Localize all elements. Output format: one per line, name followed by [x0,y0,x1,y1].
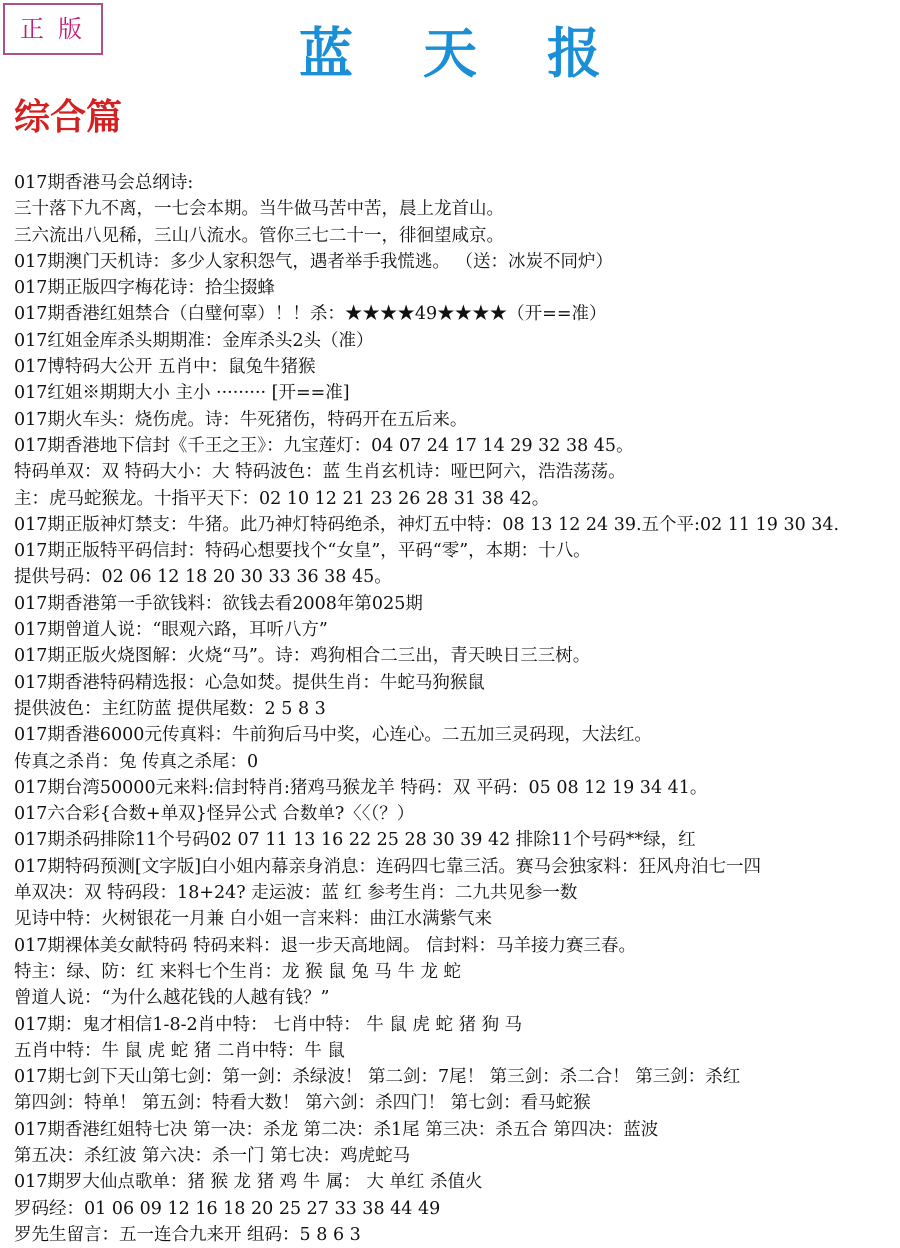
text-line: 017期火车头：烧伤虎。诗：牛死猪伤，特码开在五后来。 [14,409,468,430]
text-line: 五肖中特：牛 鼠 虎 蛇 猪 二肖中特：牛 鼠 [14,1040,345,1061]
text-line: 三六流出八见稀，三山八流水。管你三七二十一，徘徊望咸京。 [14,225,504,246]
text-line: 特码单双：双 特码大小：大 特码波色：蓝 生肖玄机诗：哑巴阿六，浩浩荡荡。 [14,462,626,483]
text-line: 单双决：双 特码段：18+24? 走运波：蓝 红 参考生肖：二九共见参一数 [14,883,578,904]
text-line: 017期香港红姐禁合（白璧何辜）！！杀：★★★★49★★★★（开==准） [14,304,607,325]
text-line: 特主：绿、防：红 来料七个生肖：龙 猴 鼠 兔 马 牛 龙 蛇 [14,961,462,982]
text-line: 017期香港红姐特七决 第一决：杀龙 第二决：杀1尾 第三决：杀五合 第四决：蓝波 [14,1119,659,1140]
text-line: 罗先生留言：五一连合九来开 组码：5 8 6 3 [14,1224,361,1245]
text-line: 主：虎马蛇猴龙。十指平天下：02 10 12 21 23 26 28 31 38 42。 [14,488,550,509]
text-line: 017期香港6000元传真料：牛前狗后马中奖，心连心。二五加三灵码现，大法红。 [14,725,652,746]
page-title: 蓝天报 [299,21,671,85]
text-line: 017博特码大公开 五肖中：鼠兔牛猪猴 [14,357,316,378]
text-line: 017期正版四字梅花诗：拾尘掇蜂 [14,278,275,299]
text-line: 第四剑：特单！ 第五剑：特看大数！ 第六剑：杀四门！ 第七剑：看马蛇猴 [14,1093,591,1114]
text-line: 017期台湾50000元来料:信封特肖:猪鸡马猴龙羊 特码：双 平码：05 08 12 19 34 41。 [14,777,708,798]
text-line: 017期杀码排除11个号码02 07 11 13 16 22 25 28 30 39 42 排除11个号码**绿，红 [14,830,696,851]
text-line: 017期香港特码精选报：心急如焚。提供生肖：牛蛇马狗猴鼠 [14,672,485,693]
text-line: 017期正版特平码信封：特码心想要找个“女皇”，平码“零”，本期：十八。 [14,541,591,562]
section-heading: 综合篇 [14,96,123,138]
text-line: 017红姐金库杀头期期准：金库杀头2头（准） [14,330,374,351]
text-line: 017期曾道人说：“眼观六路，耳听八方” [14,620,328,641]
text-line: 提供号码：02 06 12 18 20 30 33 36 38 45。 [14,567,392,588]
text-line: 曾道人说：“为什么越花钱的人越有钱？” [14,988,330,1009]
text-line: 017期正版火烧图解：火烧“马”。诗：鸡狗相合二三出，青天映日三三树。 [14,646,591,667]
text-line: 017期裸体美女献特码 特码来料：退一步天高地阔。 信封料：马羊接力赛三春。 [14,935,637,956]
text-line: 罗码经：01 06 09 12 16 18 20 25 27 33 38 44 49 [14,1198,441,1219]
text-line: 017期正版神灯禁支：牛猪。此乃神灯特码绝杀，神灯五中特：08 13 12 24 39.五个平:02 11 19 30 34. [14,514,840,535]
text-line: 017期香港地下信封《千王之王》：九宝莲灯：04 07 24 17 14 29 32 38 45。 [14,435,634,456]
text-line: 017期：鬼才相信1-8-2肖中特： 七肖中特： 牛 鼠 虎 蛇 猪 狗 马 [14,1014,523,1035]
text-line: 017期香港马会总纲诗: [14,173,194,193]
text-line: 三十落下九不离，一七会本期。当牛做马苦中苦，晨上龙首山。 [14,199,504,220]
text-line: 传真之杀肖：兔 传真之杀尾：0 [14,751,259,772]
text-line: 017期香港第一手欲钱料：欲钱去看2008年第025期 [14,593,423,614]
text-line: 017期七剑下天山第七剑：第一剑：杀绿波！ 第二剑：7尾！ 第三剑：杀二合！ 第三剑：杀红 [14,1067,741,1088]
text-line: 017六合彩{合数+单双}怪异公式 合数单?〈〈（？） [14,804,415,825]
text-line: 见诗中特：火树银花一月兼 白小姐一言来料：曲江水满紫气来 [14,909,493,930]
text-line: 第五决：杀红波 第六决：杀一门 第七决：鸡虎蛇马 [14,1145,411,1166]
text-line: 017期特码预测[文字版]白小姐内幕亲身消息：连码四七靠三活。赛马会独家料：狂风舟泊七一四 [14,856,762,877]
text-line: 017期澳门天机诗：多少人家积怨气，遇者举手我慌逃。 （送：冰炭不同炉） [14,251,613,272]
text-line: 017期罗大仙点歌单：猪 猴 龙 猪 鸡 牛 属： 大 单红 杀值火 [14,1172,483,1193]
edition-badge: 正版 [3,3,103,55]
text-line: 017红姐※期期大小 主小 ········· [开==准] [14,383,350,404]
article-content [14,170,894,1248]
text-line: 提供波色：主红防蓝 提供尾数：2 5 8 3 [14,698,326,719]
